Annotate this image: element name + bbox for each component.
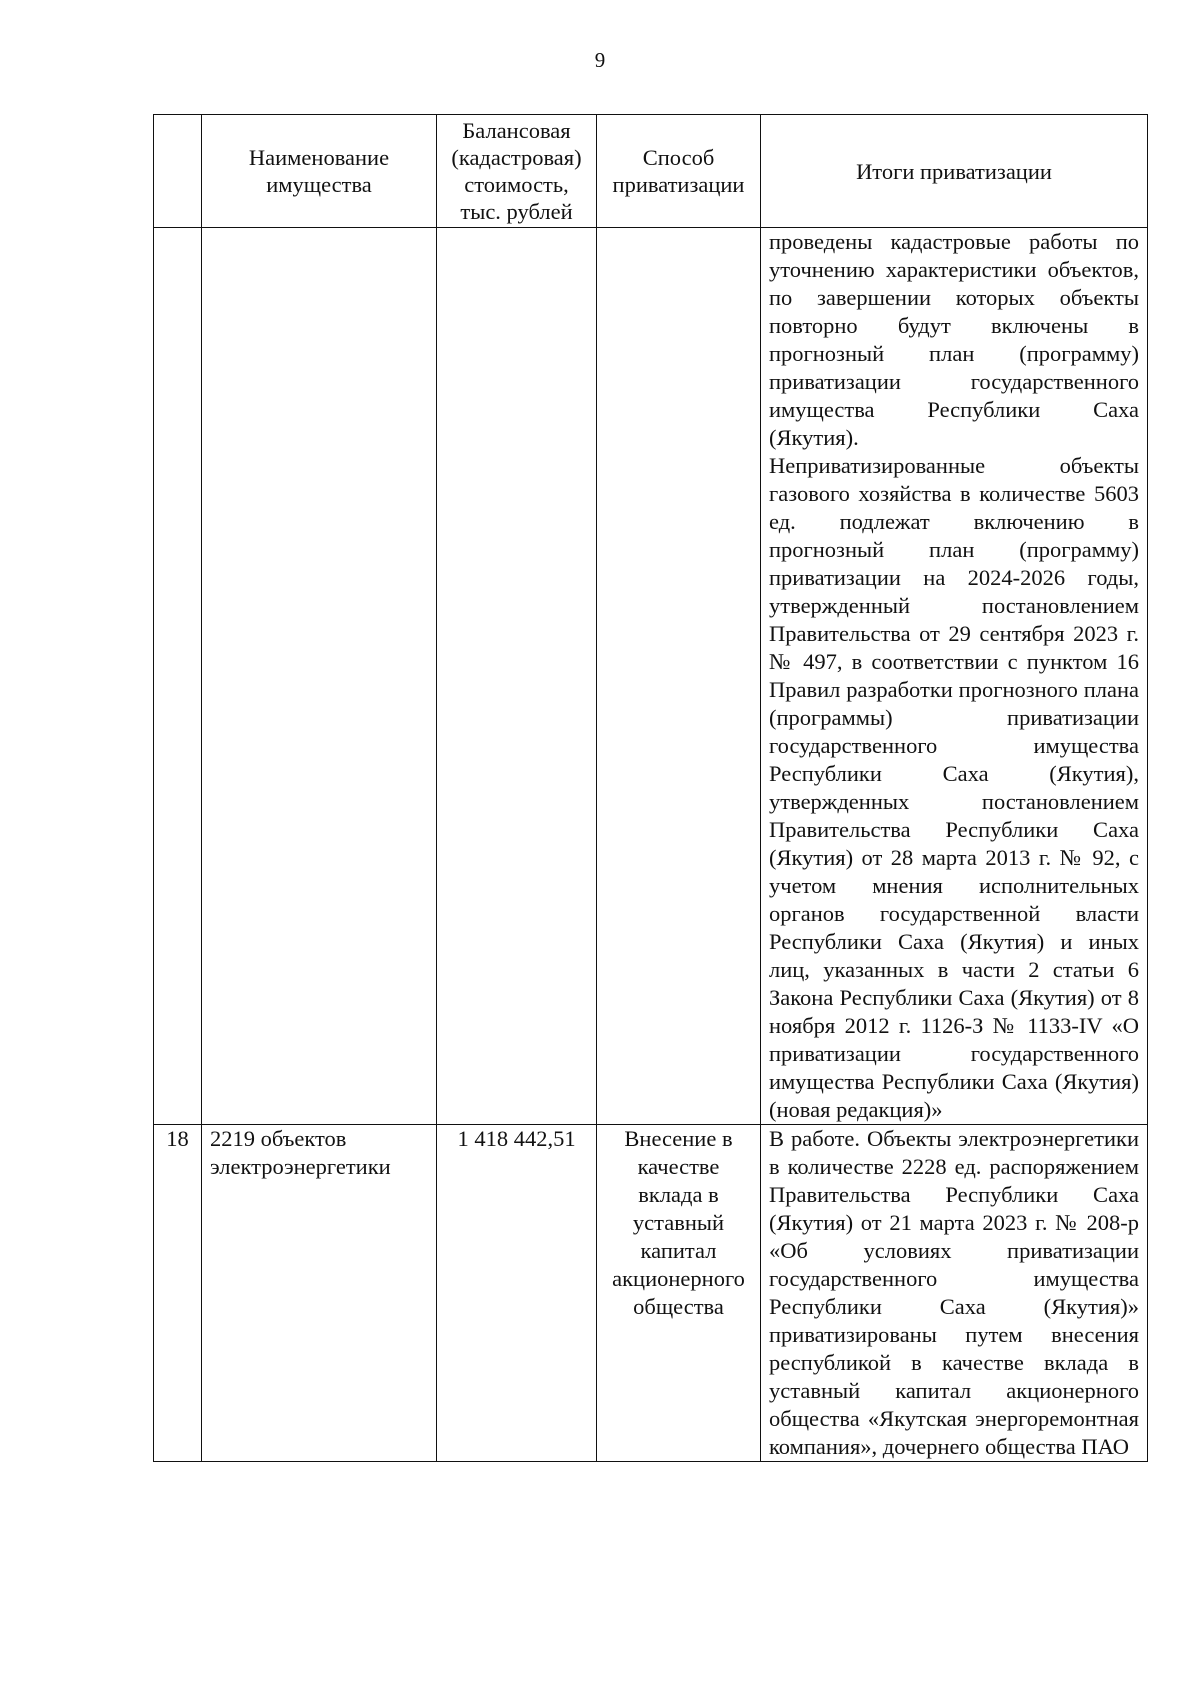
table-header-row bbox=[154, 115, 1148, 228]
row-results bbox=[761, 1125, 1148, 1462]
row-num: 18 bbox=[154, 1125, 202, 1462]
row-name: 2219 объектов электроэнергетики bbox=[202, 1125, 437, 1462]
results-paragraph: Неприватизированные объекты газового хозяйства в количестве 5603 ед. подлежат включению в прогнозный план (программу) приватизации на 2024-2026 годы, утвержденный постановлением Правительства от 29 сентября 2023 г. № 497, в соответствии с пунктом 16 Правил разработки прогнозного плана (программы) приватизации государственного имущества Республики Саха (Якутия), утвержденных постановлением Правительства Республики Саха (Якутия) от 28 марта 2013 г. № 92, с учетом мнения исполнительных органов государственной власти Республики Саха (Якутия) и иных лиц, указанных в части 2 статьи 6 Закона Республики Саха (Якутия) от 8 ноября 2012 г. 1126-З № 1133-IV «О приватизации государственного имущества Республики Саха (Якутия) (новая редакция)» bbox=[769, 453, 1139, 1122]
row-results bbox=[761, 228, 1148, 1125]
results-paragraph: проведены кадастровые работы по уточнению характеристики объектов, по завершении которых объекты повторно будут включены в прогнозный план (программу) приватизации государственного имущества Республики Саха (Якутия). bbox=[769, 229, 1139, 450]
table-row bbox=[154, 228, 1148, 1125]
row-value: 1 418 442,51 bbox=[437, 1125, 597, 1462]
row-name bbox=[202, 228, 437, 1125]
header-method: Способ приватизации bbox=[597, 115, 761, 228]
header-results: Итоги приватизации bbox=[761, 115, 1148, 228]
header-value: Балансовая (кадастровая) стоимость, тыс. рублей bbox=[437, 115, 597, 228]
header-num bbox=[154, 115, 202, 228]
row-method bbox=[597, 228, 761, 1125]
results-paragraph: В работе. Объекты электроэнергетики в количестве 2228 ед. распоряжением Правительства Республики Саха (Якутия) от 21 марта 2023 г. № 208-р «Об условиях приватизации государственного имущества Республики Саха (Якутия)» приватизированы путем внесения республикой в качестве вклада в уставный капитал акционерного общества «Якутская энергоремонтная компания», дочернего общества ПАО bbox=[769, 1126, 1139, 1459]
privatization-table bbox=[153, 114, 1148, 1462]
page-number: 9 bbox=[594, 48, 606, 72]
row-num bbox=[154, 228, 202, 1125]
row-value bbox=[437, 228, 597, 1125]
header-name: Наименование имущества bbox=[202, 115, 437, 228]
table-row bbox=[154, 1125, 1148, 1462]
row-method: Внесение в качестве вклада в уставный капитал акционерного общества bbox=[597, 1125, 761, 1462]
